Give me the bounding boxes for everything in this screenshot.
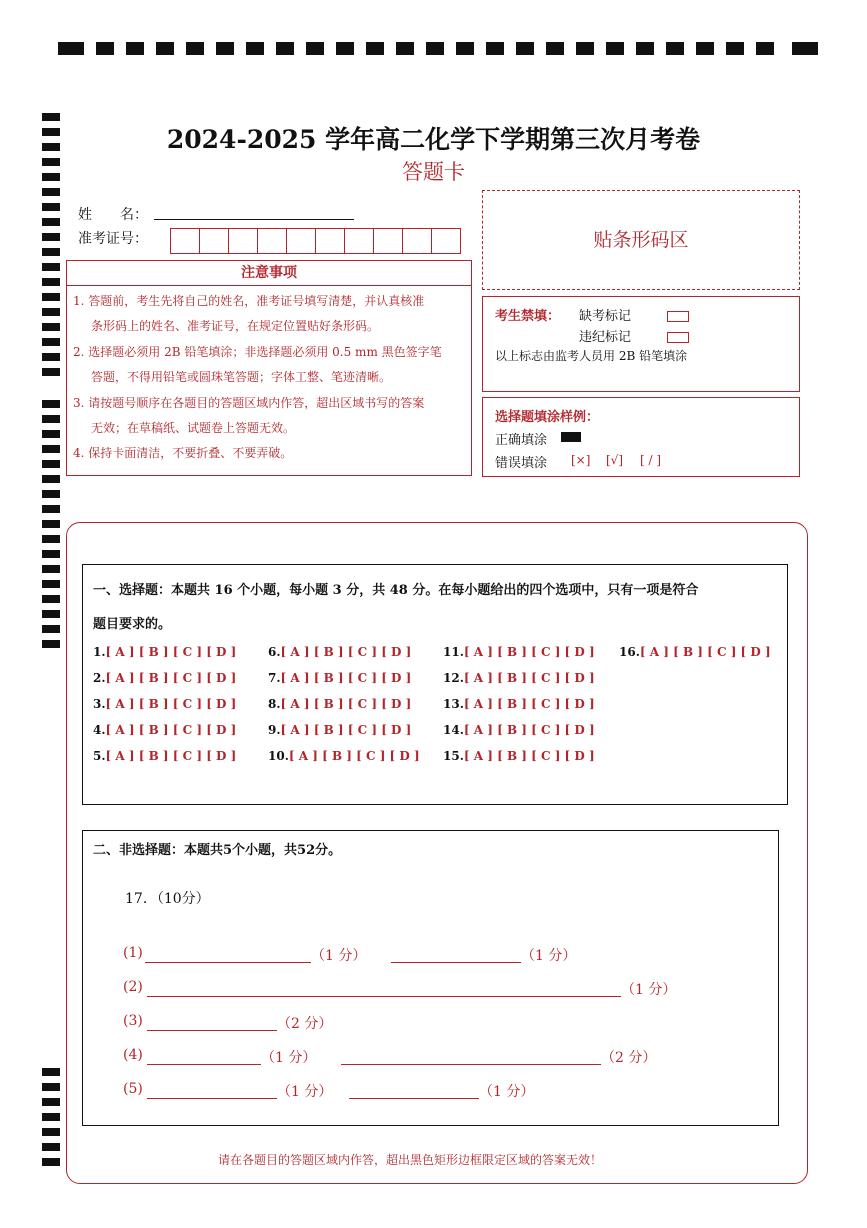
exam-id-digit-box[interactable] — [257, 228, 287, 254]
top-timing-marks — [58, 42, 818, 56]
page-title: 2024-2025 学年高二化学下学期第三次月考卷 — [166, 125, 701, 154]
exam-id-digit-box[interactable] — [431, 228, 461, 254]
mc-options[interactable]: [ A ] [ B ] [ C ] [ D ] — [280, 723, 412, 737]
mc-question-11: 11.[ A ] [ B ] [ C ] [ D ] — [443, 645, 595, 659]
q17-part-3-score: （2 分） — [277, 1016, 333, 1032]
exam-id-digit-box[interactable] — [228, 228, 258, 254]
examiner-only-panel — [482, 296, 800, 392]
filled-sample-mark — [561, 432, 581, 442]
mc-options[interactable]: [ A ] [ B ] [ C ] [ D ] — [105, 723, 237, 737]
mc-options[interactable]: [ A ] [ B ] [ C ] [ D ] — [105, 671, 237, 685]
exam-id-label: 准考证号： — [78, 231, 148, 247]
mc-question-6: 6.[ A ] [ B ] [ C ] [ D ] — [268, 645, 412, 659]
exam-id-digit-box[interactable] — [199, 228, 229, 254]
q17-part-2-blank[interactable] — [147, 996, 621, 997]
forbidden-title: 考生禁填： — [495, 309, 561, 324]
page-subtitle: 答题卡 — [402, 160, 465, 184]
notice-item: 3. 请按题号顺序在各题目的答题区域内作答，超出区域书写的答案 — [73, 396, 425, 410]
mc-question-13: 13.[ A ] [ B ] [ C ] [ D ] — [443, 697, 595, 711]
exam-id-digit-box[interactable] — [373, 228, 403, 254]
mc-options[interactable]: [ A ] [ B ] [ C ] [ D ] — [280, 645, 412, 659]
exam-id-digit-box[interactable] — [170, 228, 200, 254]
mc-options[interactable]: [ A ] [ B ] [ C ] [ D ] — [463, 723, 595, 737]
wrong-mark-slash: [ / ] — [640, 453, 662, 467]
q17-part-5-score-a: （1 分） — [277, 1084, 333, 1100]
mc-options[interactable]: [ A ] [ B ] [ C ] [ D ] — [280, 697, 412, 711]
mc-options[interactable]: [ A ] [ B ] [ C ] [ D ] — [105, 749, 237, 763]
name-field[interactable] — [154, 219, 354, 220]
notice-panel — [66, 260, 472, 476]
forbidden-note: 以上标志由监考人员用 2B 铅笔填涂 — [495, 349, 688, 363]
q17-part-5-score-b: （1 分） — [479, 1084, 535, 1100]
mc-question-4: 4.[ A ] [ B ] [ C ] [ D ] — [93, 723, 237, 737]
mc-question-15: 15.[ A ] [ B ] [ C ] [ D ] — [443, 749, 595, 763]
q17-part-1-blank-a[interactable] — [145, 962, 311, 963]
q17-part-1-score-a: （1 分） — [311, 948, 367, 964]
mc-options[interactable]: [ A ] [ B ] [ C ] [ D ] — [463, 749, 595, 763]
q17-part-3-label: (3) — [123, 1013, 143, 1029]
mc-options[interactable]: [ A ] [ B ] [ C ] [ D ] — [463, 671, 595, 685]
q17-part-4-blank-a[interactable] — [147, 1064, 261, 1065]
exam-id-digit-box[interactable] — [344, 228, 374, 254]
q17-part-5-blank-a[interactable] — [147, 1098, 277, 1099]
name-label: 姓 名： — [78, 207, 148, 223]
mc-question-16: 16.[ A ] [ B ] [ C ] [ D ] — [619, 645, 771, 659]
exam-id-digit-box[interactable] — [286, 228, 316, 254]
exam-id-digit-box[interactable] — [315, 228, 345, 254]
footer-note: 请在各题目的答题区域内作答，超出黑色矩形边框限定区域的答案无效！ — [217, 1153, 602, 1167]
q17-part-2-label: (2) — [123, 979, 143, 995]
mc-options[interactable]: [ A ] [ B ] [ C ] [ D ] — [105, 697, 237, 711]
q17-part-3-blank[interactable] — [147, 1030, 277, 1031]
notice-title: 注意事项 — [67, 261, 471, 286]
mc-options[interactable]: [ A ] [ B ] [ C ] [ D ] — [639, 645, 771, 659]
barcode-label: 贴条形码区 — [593, 229, 689, 251]
sample-title: 选择题填涂样例： — [495, 410, 600, 425]
mc-question-9: 9.[ A ] [ B ] [ C ] [ D ] — [268, 723, 412, 737]
section-non-choice — [82, 830, 779, 1126]
section1-heading: 一、选择题：本题共 16 个小题，每小题 3 分，共 48 分。在每小题给出的四个选项中，只有一项是符合 — [93, 583, 699, 598]
mc-question-3: 3.[ A ] [ B ] [ C ] [ D ] — [93, 697, 237, 711]
q17-part-1-label: (1) — [123, 945, 143, 961]
q17-part-1-blank-b[interactable] — [391, 962, 521, 963]
exam-id-digit-box[interactable] — [402, 228, 432, 254]
section2-heading: 二、非选择题：本题共5个小题，共52分。 — [93, 843, 342, 858]
mc-question-7: 7.[ A ] [ B ] [ C ] [ D ] — [268, 671, 412, 685]
q17-part-5-label: (5) — [123, 1081, 143, 1097]
q17-part-5-blank-b[interactable] — [349, 1098, 479, 1099]
violation-mark-box[interactable] — [667, 332, 689, 343]
fill-sample-panel — [482, 397, 800, 477]
notice-item: 答题，不得用铅笔或圆珠笔答题；字体工整、笔迹清晰。 — [91, 370, 392, 384]
absent-mark-box[interactable] — [667, 311, 689, 322]
barcode-area — [482, 190, 800, 290]
mc-options[interactable]: [ A ] [ B ] [ C ] [ D ] — [105, 645, 237, 659]
mc-question-10: 10.[ A ] [ B ] [ C ] [ D ] — [268, 749, 420, 763]
q17-part-4-blank-b[interactable] — [341, 1064, 601, 1065]
mc-question-14: 14.[ A ] [ B ] [ C ] [ D ] — [443, 723, 595, 737]
section-multiple-choice — [82, 564, 788, 805]
wrong-mark-check: [√] — [606, 453, 624, 467]
wrong-mark-cross: [×] — [571, 453, 591, 467]
q17-part-4-label: (4) — [123, 1047, 143, 1063]
q17-title: 17．（10分） — [125, 891, 210, 907]
mc-options[interactable]: [ A ] [ B ] [ C ] [ D ] — [463, 645, 595, 659]
mc-options[interactable]: [ A ] [ B ] [ C ] [ D ] — [280, 671, 412, 685]
violation-label: 违纪标记 — [579, 330, 632, 345]
notice-item: 无效；在草稿纸、试题卷上答题无效。 — [91, 421, 296, 435]
mc-question-1: 1.[ A ] [ B ] [ C ] [ D ] — [93, 645, 237, 659]
section1-heading-cont: 题目要求的。 — [93, 617, 172, 632]
wrong-label: 错误填涂 — [495, 456, 548, 471]
q17-part-4-score-a: （1 分） — [261, 1050, 317, 1066]
notice-item: 条形码上的姓名、准考证号，在规定位置贴好条形码。 — [91, 319, 380, 333]
mc-question-5: 5.[ A ] [ B ] [ C ] [ D ] — [93, 749, 237, 763]
mc-question-8: 8.[ A ] [ B ] [ C ] [ D ] — [268, 697, 412, 711]
mc-question-2: 2.[ A ] [ B ] [ C ] [ D ] — [93, 671, 237, 685]
notice-item: 1. 答题前，考生先将自己的姓名，准考证号填写清楚，并认真核准 — [73, 294, 425, 308]
mc-options[interactable]: [ A ] [ B ] [ C ] [ D ] — [288, 749, 420, 763]
q17-part-1-score-b: （1 分） — [521, 948, 577, 964]
notice-item: 4. 保持卡面清洁，不要折叠、不要弄破。 — [73, 446, 293, 460]
absent-label: 缺考标记 — [579, 309, 632, 324]
mc-options[interactable]: [ A ] [ B ] [ C ] [ D ] — [463, 697, 595, 711]
notice-item: 2. 选择题必须用 2B 铅笔填涂；非选择题必须用 0.5 mm 黑色签字笔 — [73, 345, 442, 359]
mc-question-12: 12.[ A ] [ B ] [ C ] [ D ] — [443, 671, 595, 685]
q17-part-2-score: （1 分） — [621, 982, 677, 998]
q17-part-4-score-b: （2 分） — [601, 1050, 657, 1066]
correct-label: 正确填涂 — [495, 433, 548, 448]
